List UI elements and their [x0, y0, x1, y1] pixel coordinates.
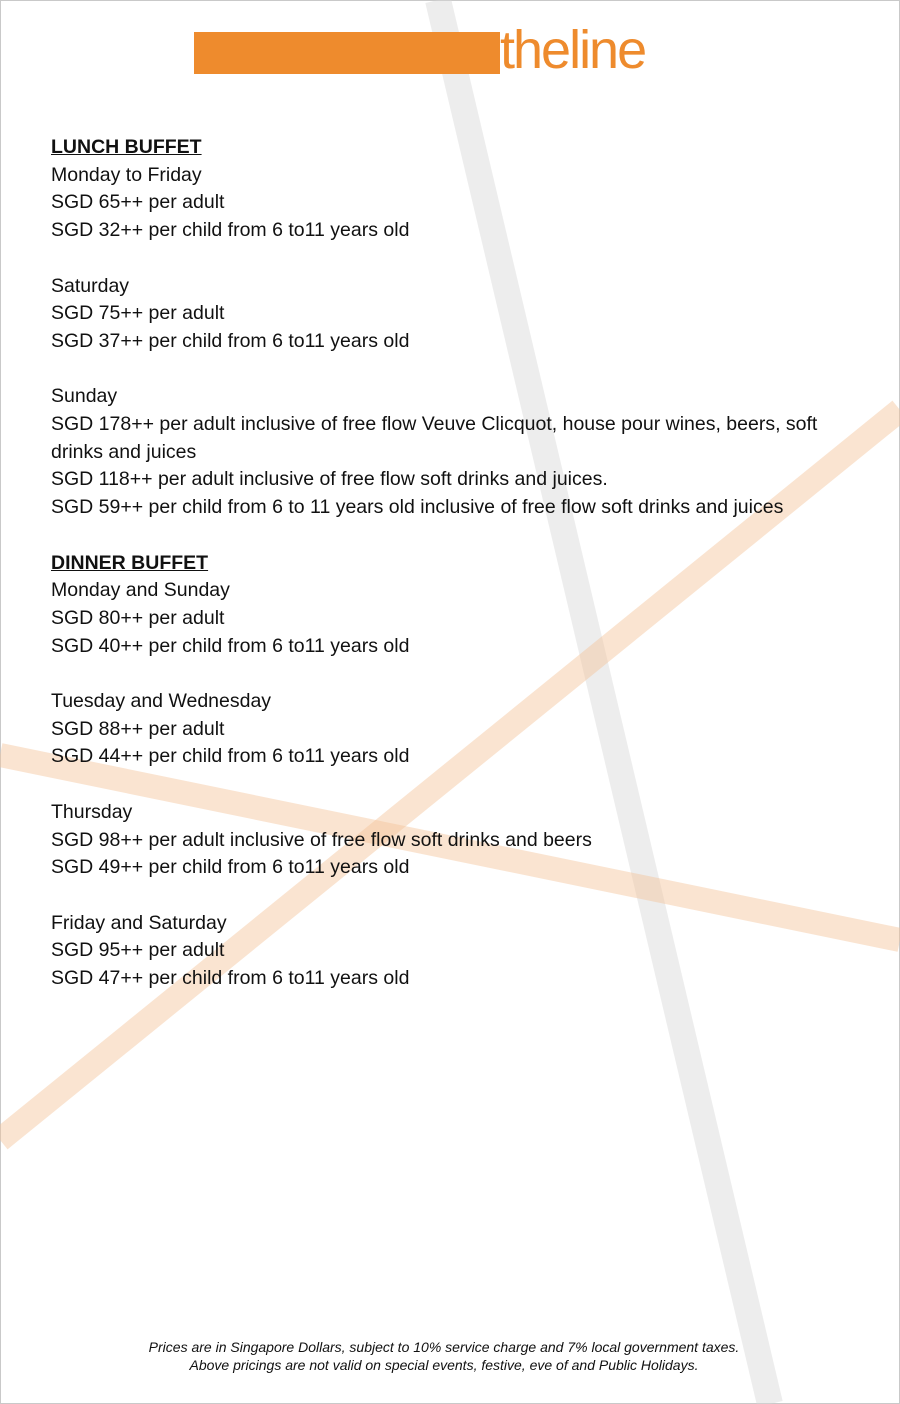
price-line: SGD 65++ per adult — [51, 191, 225, 214]
price-line: SGD 95++ per adult — [51, 939, 225, 962]
price-block — [51, 910, 851, 993]
dinner-blocks — [51, 577, 851, 993]
lunch-blocks — [51, 162, 851, 550]
price-line: SGD 98++ per adult inclusive of free flow soft drinks and beers — [51, 828, 592, 851]
price-block — [51, 799, 851, 882]
day-label: Monday and Sunday — [51, 579, 230, 602]
price-line: SGD 178++ per adult inclusive of free flow Veuve Clicquot, house pour wines, beers, soft drinks and juices — [51, 413, 818, 463]
day-label: Thursday — [51, 800, 133, 823]
price-line: SGD 47++ per child from 6 to11 years old — [51, 967, 410, 989]
price-line: SGD 59++ per child from 6 to 11 years old inclusive of free flow soft drinks and juices — [51, 496, 784, 519]
menu-content — [51, 134, 851, 993]
price-line: SGD 44++ per child from 6 to11 years old — [51, 745, 410, 768]
price-block — [51, 383, 851, 522]
day-label: Tuesday and Wednesday — [51, 690, 272, 712]
day-label: Friday and Saturday — [51, 911, 227, 934]
price-line: SGD 88++ per adult — [51, 717, 225, 740]
price-block — [51, 688, 851, 771]
price-block — [51, 577, 851, 660]
dinner-section — [51, 550, 851, 993]
section-heading: DINNER BUFFET — [51, 551, 209, 574]
footer-line-1: Prices are in Singapore Dollars, subject to 10% service charge and 7% local government taxes. — [148, 1339, 740, 1355]
lunch-section — [51, 134, 851, 550]
day-label: Monday to Friday — [51, 163, 202, 186]
price-line: SGD 37++ per child from 6 to11 years old — [51, 329, 410, 352]
price-line: SGD 80++ per adult — [51, 606, 225, 629]
price-line: SGD 75++ per adult — [51, 302, 225, 325]
logo-bar — [194, 32, 500, 74]
section-spacer — [51, 522, 851, 550]
brand-logo: theline — [500, 20, 646, 80]
price-line: SGD 49++ per child from 6 to11 years old — [51, 856, 410, 879]
day-label: Sunday — [51, 385, 118, 408]
price-line: SGD 40++ per child from 6 to11 years old — [51, 634, 410, 657]
section-heading: LUNCH BUFFET — [51, 136, 202, 158]
footer-note — [0, 1338, 888, 1374]
price-block — [51, 273, 851, 356]
price-line: SGD 32++ per child from 6 to11 years old — [51, 219, 410, 242]
day-label: Saturday — [51, 274, 130, 297]
footer-line-2: Above pricings are not valid on special events, festive, eve of and Public Holidays. — [189, 1357, 699, 1373]
price-line: SGD 118++ per adult inclusive of free flow soft drinks and juices. — [51, 468, 608, 491]
price-block — [51, 162, 851, 245]
